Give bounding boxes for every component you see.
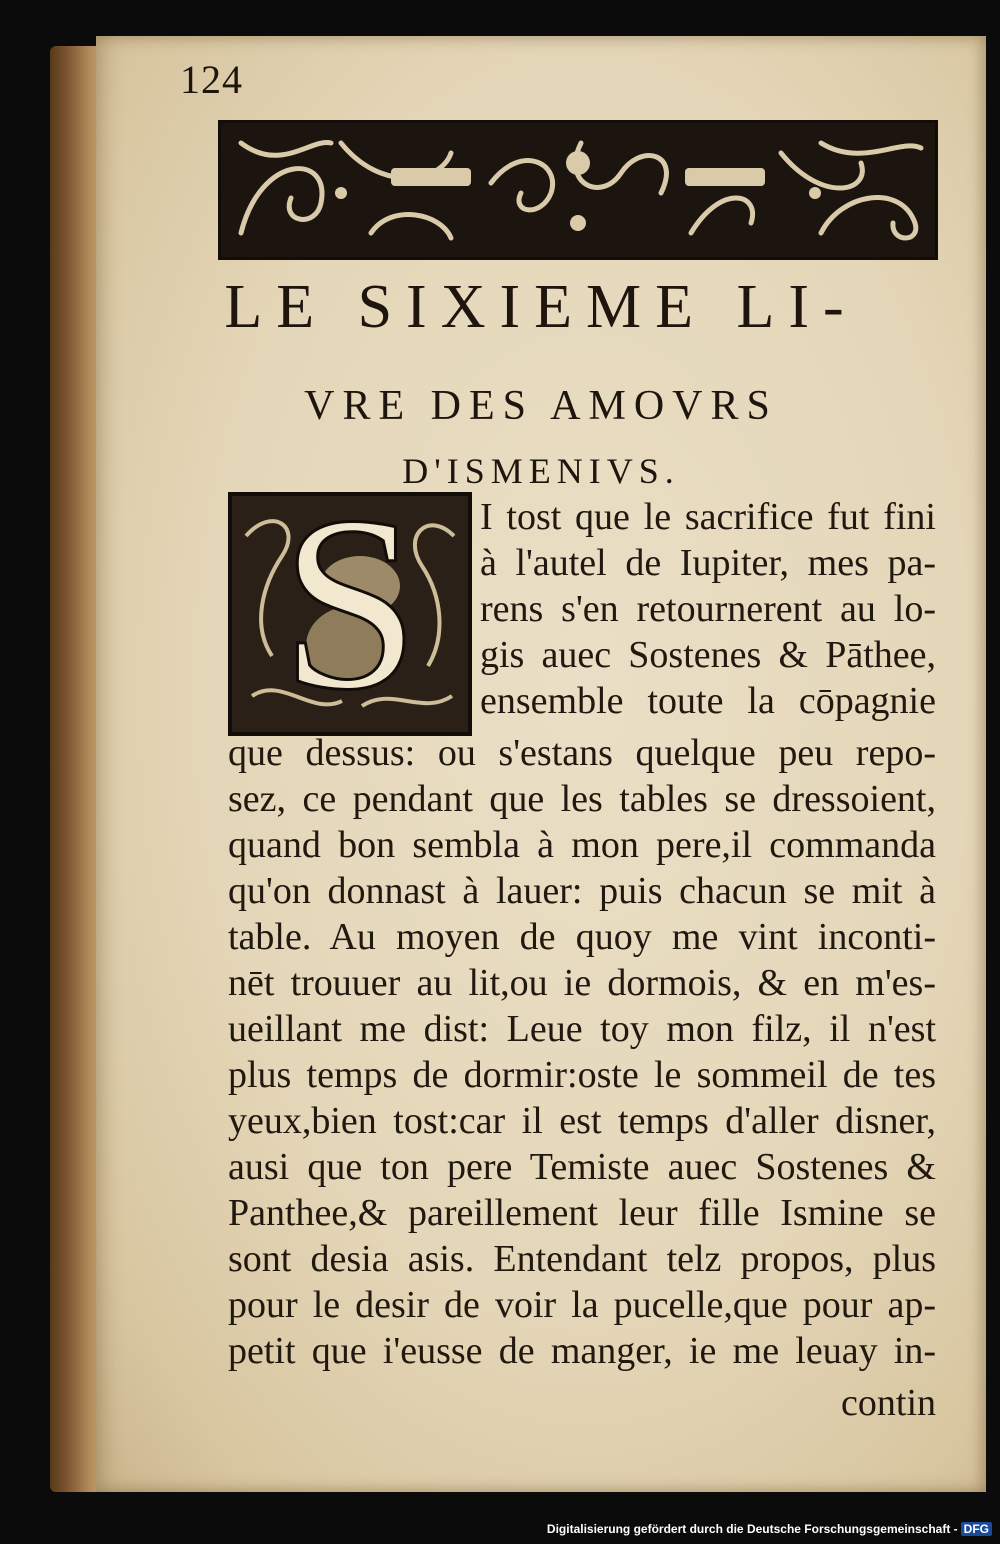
text-line: rens s'en retournerent au lo- (480, 588, 936, 630)
text-line: à l'autel de Iupiter, mes pa- (480, 542, 936, 584)
text-line: ueillant me dist: Leue toy mon filz, il n'est (228, 1008, 936, 1050)
text-line: I tost que le sacrifice fut fini (480, 496, 936, 538)
decorated-initial-icon (228, 465, 472, 742)
text-line: que dessus: ou s'estans quelque peu repo- (228, 732, 936, 774)
text-line: qu'on donnast à lauer: puis chacun se mit à (228, 870, 936, 912)
text-line: Panthee,& pareillement leur fille Ismine se (228, 1192, 936, 1234)
text-line: gis auec Sostenes & Pāthee, (480, 634, 936, 676)
book-page (96, 36, 986, 1492)
text-line: quand bon sembla à mon pere,il commanda (228, 824, 936, 866)
text-line: pour le desir de voir la pucelle,que pour ap- (228, 1284, 936, 1326)
page-number: 124 (180, 57, 243, 102)
text-line: sont desia asis. Entendant telz propos, plus (228, 1238, 936, 1280)
chapter-title-line-1: LE SIXIEME LI- (224, 273, 858, 341)
text-line: sez, ce pendant que les tables se dressoient, (228, 778, 936, 820)
digitization-credit (547, 1522, 992, 1536)
text-line: plus temps de dormir:oste le sommeil de tes (228, 1054, 936, 1096)
text-line: yeux,bien tost:car il est temps d'aller disner, (228, 1100, 936, 1142)
text-line: nēt trouuer au lit,ou ie dormois, & en m'es- (228, 962, 936, 1004)
credit-text: Digitalisierung gefördert durch die Deutsche Forschungsgemeinschaft - (546, 1522, 958, 1536)
text-line: table. Au moyen de quoy me vint inconti- (228, 916, 936, 958)
chapter-title-line-3: D'ISMENIVS. (402, 451, 680, 491)
chapter-title-line-2: VRE DES AMOVRS (304, 383, 778, 429)
text-line: ausi que ton pere Temiste auec Sostenes & (228, 1146, 936, 1188)
text-line: ensemble toute la cōpagnie (480, 680, 936, 722)
text-line: petit que i'eusse de manger, ie me leuay in- (228, 1330, 936, 1372)
drop-cap-letter: S (280, 465, 420, 742)
catchword: contin (841, 1382, 936, 1424)
ornamental-headpiece-icon (218, 120, 938, 260)
dfg-logo-icon: DFG (961, 1522, 992, 1536)
